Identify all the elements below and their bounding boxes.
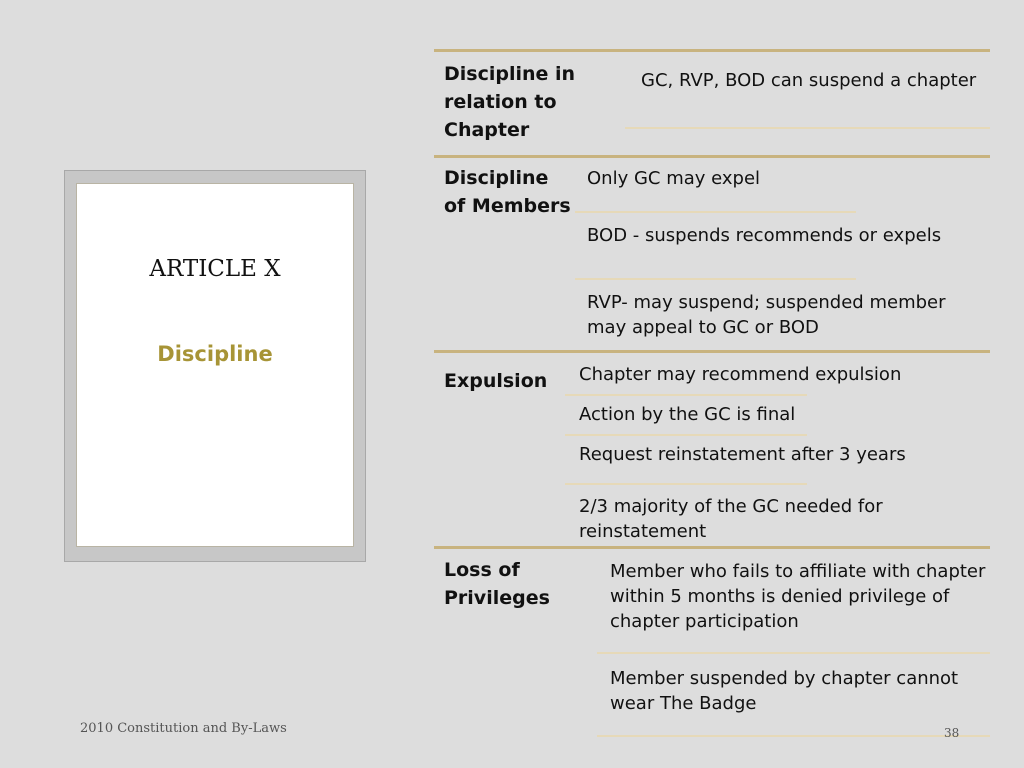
section-heading-privileges: Loss of Privileges (444, 559, 550, 609)
section-heading-members: Discipline of Members (444, 167, 571, 217)
item-divider (575, 211, 856, 213)
list-item: RVP- may suspend; suspended member may appeal to GC or BOD (587, 292, 946, 338)
item-divider (597, 735, 990, 737)
list-item: GC, RVP, BOD can suspend a chapter (641, 70, 977, 91)
list-item: Action by the GC is final (579, 404, 796, 425)
item-divider (565, 483, 807, 485)
section-heading-expulsion: Expulsion (444, 370, 548, 392)
section-divider (434, 546, 990, 549)
list-item: Member suspended by chapter cannot wear The Badge (610, 668, 959, 714)
section-divider (434, 49, 990, 52)
footer-text: 2010 Constitution and By-Laws (80, 721, 287, 736)
item-divider (575, 278, 856, 280)
section-heading-chapter: Discipline in relation to Chapter (444, 63, 576, 141)
article-title: ARTICLE X (149, 256, 281, 282)
list-item: Member who fails to affiliate with chapter within 5 months is denied privilege of chapter participation (610, 561, 986, 632)
list-item: BOD - suspends recommends or expels (587, 225, 942, 246)
section-divider (434, 155, 990, 158)
list-item: Chapter may recommend expulsion (579, 364, 902, 385)
list-item: Request reinstatement after 3 years (579, 444, 906, 465)
page-number: 38 (944, 726, 960, 740)
list-item: Only GC may expel (587, 168, 761, 189)
item-divider (625, 127, 990, 129)
section-divider (434, 350, 990, 353)
list-item: 2/3 majority of the GC needed for reinstatement (579, 496, 883, 542)
item-divider (565, 434, 807, 436)
article-subtitle: Discipline (157, 342, 273, 366)
item-divider (597, 652, 990, 654)
item-divider (565, 394, 807, 396)
